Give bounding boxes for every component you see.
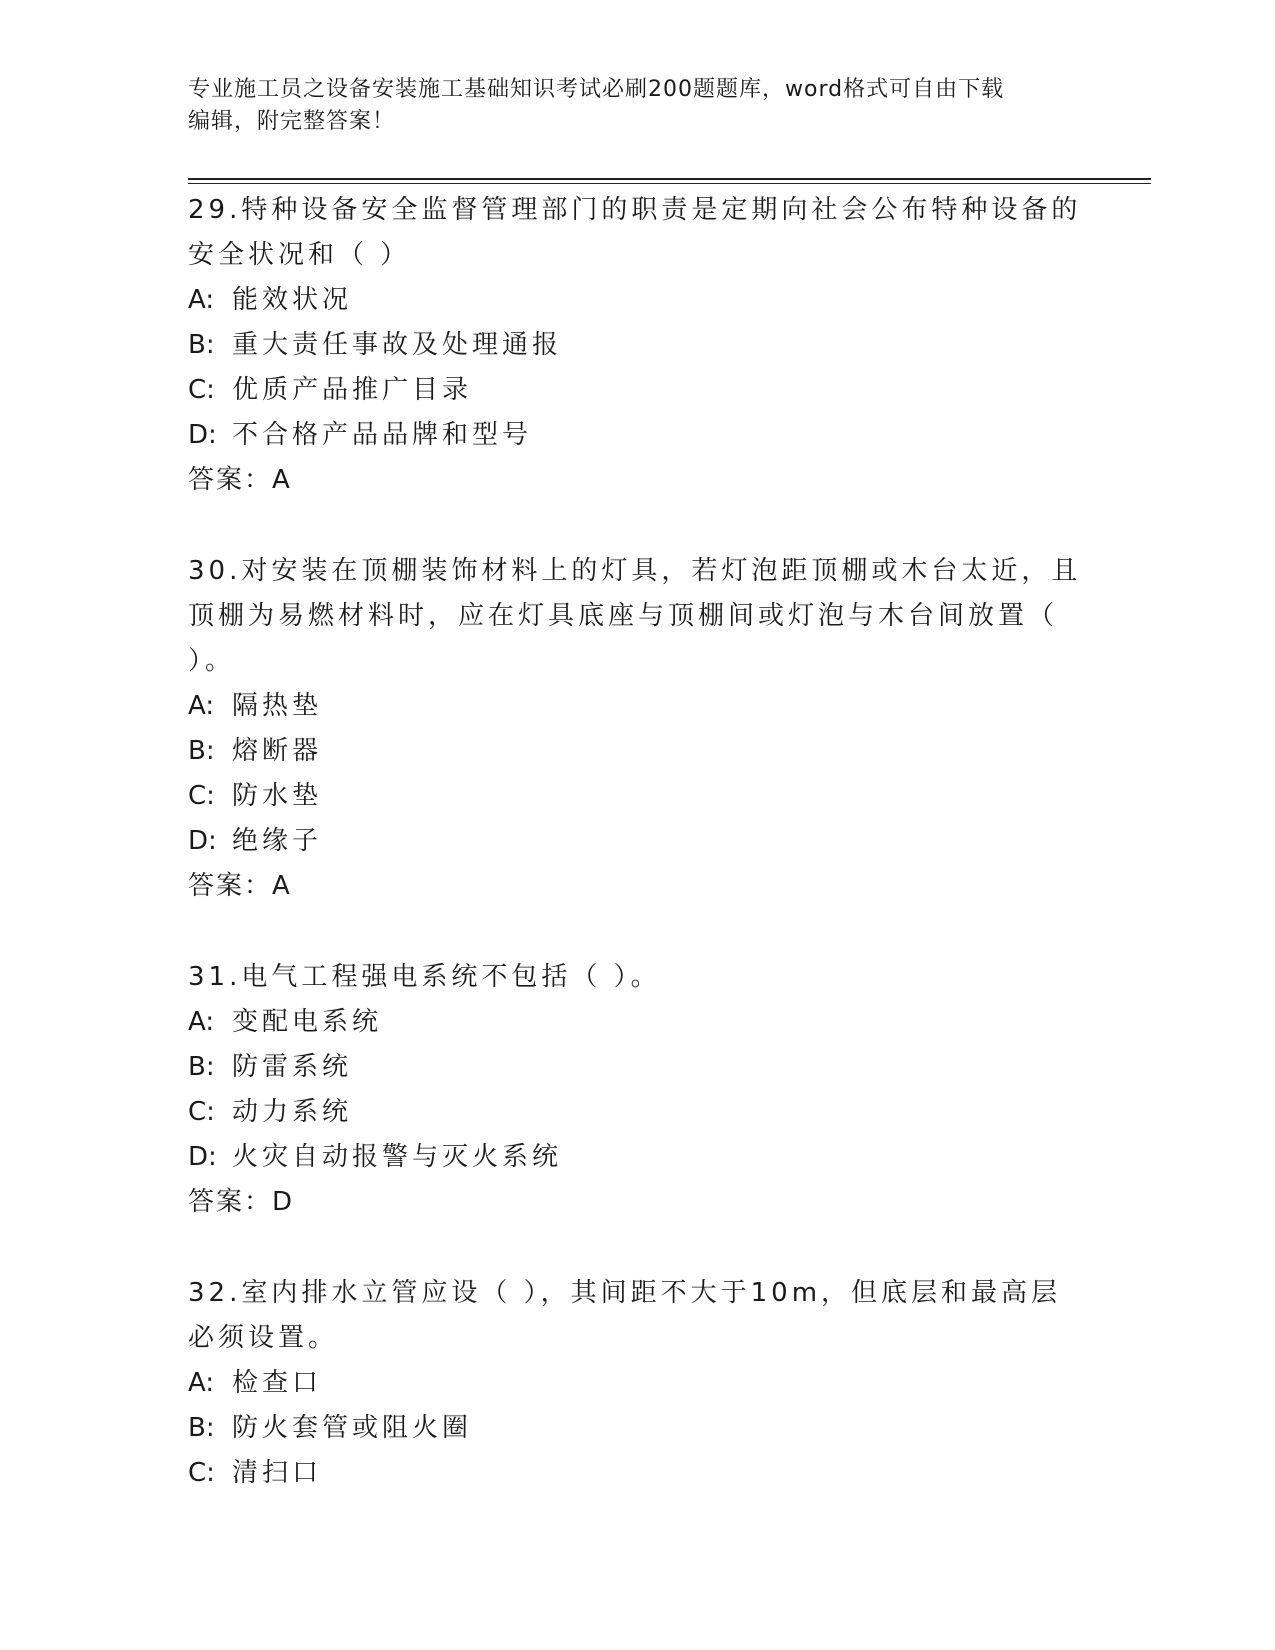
question-item: [188, 549, 1088, 909]
option-letter: B:: [188, 1052, 215, 1082]
question-stem: 32.室内排水立管应设（ ），其间距不大于10m，但底层和最高层必须设置。: [188, 1278, 1062, 1353]
answer-option: [188, 1451, 1088, 1496]
answer-option: [188, 729, 1088, 774]
answer-option: [188, 1090, 1088, 1135]
option-letter: B:: [188, 330, 215, 360]
question-item: [188, 188, 1088, 503]
option-letter: C:: [188, 781, 215, 811]
answer-option: [188, 1361, 1088, 1406]
answer-key: 答案：D: [188, 1187, 295, 1217]
option-letter: A:: [188, 691, 215, 721]
option-letter: C:: [188, 1458, 215, 1488]
option-text: 清扫口: [232, 1458, 323, 1488]
option-text: 变配电系统: [232, 1007, 383, 1037]
option-text: 防火套管或阻火圈: [232, 1413, 473, 1443]
question-item: [188, 1271, 1088, 1496]
document-header: [188, 74, 1088, 138]
answer-option: [188, 1000, 1088, 1045]
option-letter: D:: [188, 1142, 217, 1172]
question-stem: 31.电气工程强电系统不包括（ ）。: [188, 962, 661, 992]
option-letter: B:: [188, 736, 215, 766]
answer-option: [188, 368, 1088, 413]
option-letter: A:: [188, 1007, 215, 1037]
answer-option: [188, 1406, 1088, 1451]
answer-option: [188, 819, 1088, 864]
option-text: 动力系统: [232, 1097, 353, 1127]
question-stem: 30.对安装在顶棚装饰材料上的灯具，若灯泡距顶棚或木台太近，且顶棚为易燃材料时，应在灯具底座与顶棚间或灯泡与木台间放置（ ）。: [188, 556, 1082, 676]
question-item: [188, 955, 1088, 1225]
option-text: 熔断器: [232, 736, 323, 766]
option-letter: C:: [188, 375, 215, 405]
option-text: 防雷系统: [232, 1052, 353, 1082]
option-text: 优质产品推广目录: [232, 375, 473, 405]
answer-option: [188, 684, 1088, 729]
question-stem: 29.特种设备安全监督管理部门的职责是定期向社会公布特种设备的安全状况和（ ）: [188, 195, 1082, 270]
answer-option: [188, 413, 1088, 458]
option-letter: C:: [188, 1097, 215, 1127]
option-letter: A:: [188, 285, 215, 315]
option-text: 绝缘子: [232, 826, 323, 856]
option-letter: D:: [188, 826, 217, 856]
header-line-2: 编辑，附完整答案！: [188, 109, 396, 134]
option-letter: B:: [188, 1413, 215, 1443]
option-letter: D:: [188, 420, 217, 450]
answer-option: [188, 1045, 1088, 1090]
answer-option: [188, 278, 1088, 323]
answer-key: 答案：A: [188, 871, 292, 901]
answer-option: [188, 323, 1088, 368]
option-text: 能效状况: [232, 285, 353, 315]
answer-option: [188, 1135, 1088, 1180]
option-text: 检查口: [232, 1368, 323, 1398]
option-text: 重大责任事故及处理通报: [232, 330, 563, 360]
header-divider: [188, 178, 1151, 180]
header-divider-thin: [188, 183, 1151, 184]
option-text: 防水垫: [232, 781, 323, 811]
option-text: 火灾自动报警与灭火系统: [232, 1142, 563, 1172]
option-letter: A:: [188, 1368, 215, 1398]
option-text: 不合格产品品牌和型号: [232, 420, 533, 450]
option-text: 隔热垫: [232, 691, 323, 721]
question-list: [188, 188, 1088, 1542]
header-line-1: 专业施工员之设备安装施工基础知识考试必刷200题题库，word格式可自由下载: [188, 77, 1005, 102]
answer-key: 答案：A: [188, 465, 292, 495]
answer-option: [188, 774, 1088, 819]
